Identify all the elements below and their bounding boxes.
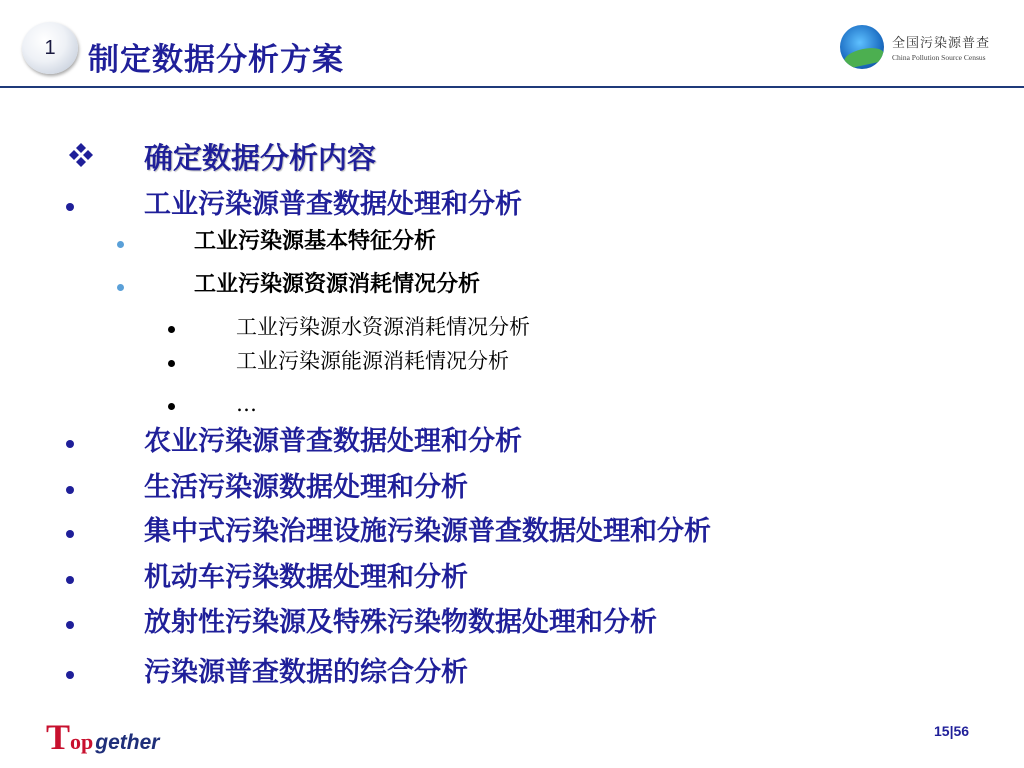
page-number: 15|56 bbox=[934, 723, 970, 739]
bullet-dot-icon bbox=[66, 203, 74, 211]
list-item-text: 生活污染源数据处理和分析 bbox=[144, 472, 468, 503]
bullet-dot-icon bbox=[66, 530, 74, 538]
bullet-dot-icon bbox=[168, 403, 175, 410]
list-item-text: 工业污染源资源消耗情况分析 bbox=[194, 272, 481, 297]
bullet-dot-icon bbox=[66, 440, 74, 448]
logo-letters-op: op bbox=[70, 729, 94, 754]
slide-title: 制定数据分析方案 bbox=[88, 42, 344, 78]
list-item-text: 工业污染源能源消耗情况分析 bbox=[236, 349, 509, 373]
list-item-text: 机动车污染数据处理和分析 bbox=[144, 562, 468, 593]
section-heading-text: 确定数据分析内容 bbox=[144, 141, 377, 175]
bullet-dot-icon bbox=[66, 621, 74, 629]
list-item-text: 工业污染源普查数据处理和分析 bbox=[144, 189, 522, 220]
list-item-text: … bbox=[236, 392, 257, 416]
diamond-bullet-icon bbox=[66, 142, 96, 168]
bullet-dot-icon bbox=[168, 326, 175, 333]
bullet-dot-icon bbox=[117, 284, 124, 291]
slide-number: 1 bbox=[44, 36, 56, 59]
bullet-dot-icon bbox=[117, 241, 124, 248]
bullet-dot-icon bbox=[168, 360, 175, 367]
bullet-dot-icon bbox=[66, 576, 74, 584]
bullet-dot-icon bbox=[66, 486, 74, 494]
list-item-text: 工业污染源基本特征分析 bbox=[194, 229, 437, 254]
logo-letter-t: T bbox=[46, 717, 71, 757]
list-item-text: 农业污染源普查数据处理和分析 bbox=[144, 426, 522, 457]
topgether-logo bbox=[46, 716, 159, 758]
list-item-text: 污染源普查数据的综合分析 bbox=[144, 657, 468, 688]
logo-word-gether: gether bbox=[95, 731, 160, 754]
logo-cn-text: 全国污染源普查 bbox=[892, 36, 991, 51]
logo-en-text: China Pollution Source Census bbox=[892, 53, 986, 62]
bullet-dot-icon bbox=[66, 671, 74, 679]
list-item-text: 放射性污染源及特殊污染物数据处理和分析 bbox=[144, 607, 657, 638]
list-item-text: 工业污染源水资源消耗情况分析 bbox=[236, 315, 530, 339]
list-item-text: 集中式污染治理设施污染源普查数据处理和分析 bbox=[144, 516, 711, 547]
